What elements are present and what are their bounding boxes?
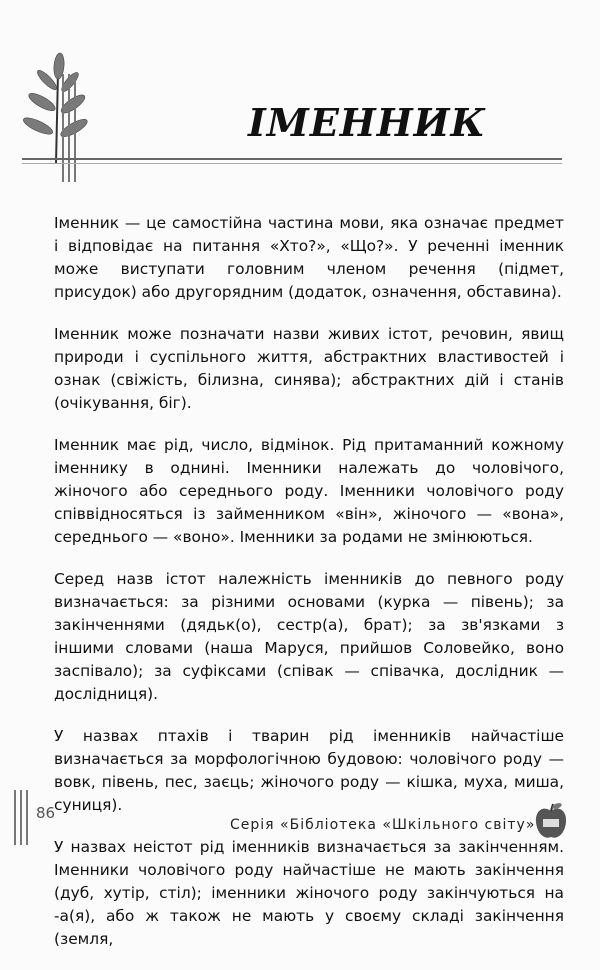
paragraph: Іменник може позначати назви живих істот, речовин, явищ природи і суспільного життя, абстрактних властивостей і ознак (свіжість, білизна, синява); абстрактних дій і станів (очікування, біг). <box>54 325 564 412</box>
series-caption: Серія «Бібліотека «Шкільного світу» <box>230 817 536 833</box>
page-title: ІМЕННИК <box>248 100 487 145</box>
footer-vertical-rule <box>14 790 16 845</box>
footer-vertical-rule <box>20 790 22 845</box>
leaf-icon <box>18 52 88 167</box>
paragraph: Серед назв істот належність іменників до певного роду визначається: за різними основами (курка — півень); за закінченнями (дядьк(о), сестр(а), брат); за зв'язками з іншими словами (наша Маруся, прийшов Соловейко, воно заспівало); за суфіксами (співак — співачка, дослідник — дослідниця). <box>54 570 564 703</box>
apple-logo-icon <box>533 803 569 841</box>
header-vertical-rule <box>68 74 70 182</box>
header-vertical-rule <box>74 74 76 182</box>
header-rule <box>22 158 562 160</box>
header-vertical-rule <box>62 74 64 182</box>
page-header <box>0 0 600 180</box>
header-rule <box>22 163 562 164</box>
paragraph: Іменник — це самостійна частина мови, яка означає предмет і відповідає на питання «Хто?», «Що?». У реченні іменник може виступати головним членом речення (підмет, присудок) або другорядним (додаток, означення, обставина). <box>54 214 564 301</box>
article-body <box>54 212 564 970</box>
paragraph: Іменник має рід, число, відмінок. Рід притаманний кожному іменнику в однині. Іменники належать до чоловічого, жіночого або середнього роду. Іменники чоловічого роду співвідносяться із займенником «він», жіночого — «вона», середнього — «воно». Іменники за родами не змінюються. <box>54 436 564 546</box>
footer-vertical-rule <box>26 790 28 845</box>
paragraph: У назвах птахів і тварин рід іменників найчастіше визначається за морфологічною будовою: чоловічого роду — вовк, півень, пес, заєць; жіночого роду — кішка, муха, миша, суниця). <box>54 727 564 814</box>
page-number: 86 <box>36 804 56 822</box>
paragraph: У назвах неістот рід іменників визначається за закінченням. Іменники чоловічого роду найчастіше не мають закінчення (дуб, хутір, стіл); іменники жіночого роду закінчуються на -а(я), або ж також не мають у своєму складі закінчення (земля, <box>54 838 564 948</box>
